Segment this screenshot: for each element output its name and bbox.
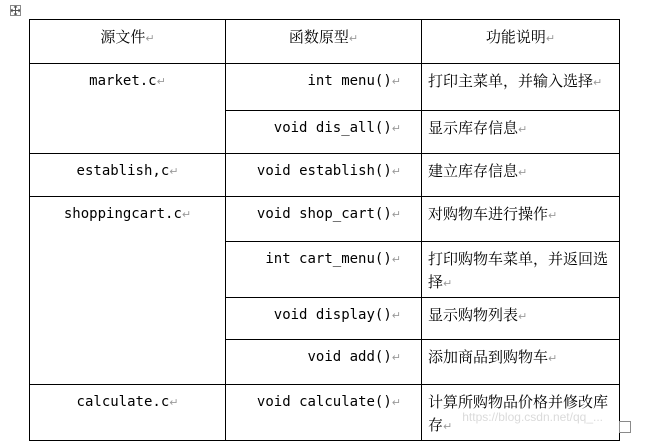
watermark: https://blog.csdn.net/qq_... [462, 410, 603, 424]
prototype-cell: int menu()↵ [226, 64, 422, 111]
description-cell: 对购物车进行操作↵ [422, 197, 620, 242]
table-move-handle-icon[interactable] [10, 5, 21, 16]
description-cell: 显示库存信息↵ [422, 111, 620, 154]
table-row [30, 64, 620, 111]
prototype-cell: void dis_all()↵ [226, 111, 422, 154]
description-cell: 打印购物车菜单，并返回选择↵ [422, 242, 620, 298]
prototype-cell: void shop_cart()↵ [226, 197, 422, 242]
description-cell: 打印主菜单，并输入选择↵ [422, 64, 620, 111]
description-cell: 建立库存信息↵ [422, 154, 620, 197]
prototype-cell: int cart_menu()↵ [226, 242, 422, 298]
source-file-cell: market.c↵ [30, 64, 226, 154]
header-function-prototype: 函数原型↵ [226, 20, 422, 64]
description-cell: 计算所购物品价格并修改库存↵ [422, 385, 620, 441]
header-row [30, 20, 620, 64]
description-cell: 显示购物列表↵ [422, 298, 620, 340]
table-resize-handle[interactable] [619, 421, 631, 433]
source-file-cell: establish,c↵ [30, 154, 226, 197]
table-row [30, 154, 620, 197]
prototype-cell: void add()↵ [226, 340, 422, 385]
table-row [30, 197, 620, 242]
prototype-cell: void display()↵ [226, 298, 422, 340]
prototype-cell: void establish()↵ [226, 154, 422, 197]
header-source-file: 源文件↵ [30, 20, 226, 64]
header-description: 功能说明↵ [422, 20, 620, 64]
source-file-cell: shoppingcart.c↵ [30, 197, 226, 385]
prototype-cell: void calculate()↵ [226, 385, 422, 441]
source-file-cell: calculate.c↵ [30, 385, 226, 441]
description-cell: 添加商品到购物车↵ [422, 340, 620, 385]
function-spec-table [29, 19, 620, 441]
